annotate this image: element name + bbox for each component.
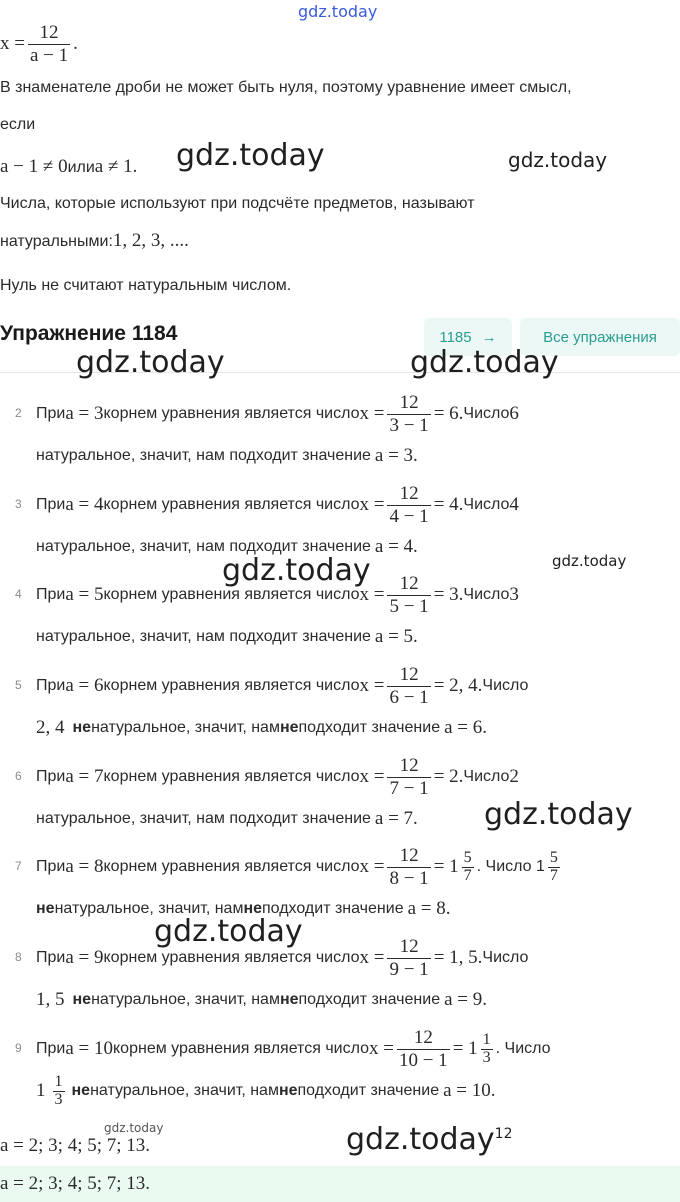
case-tail-math: 3 — [509, 584, 519, 605]
intro-frac-den: a − 1 — [29, 44, 69, 66]
case-neg-2: не — [279, 991, 299, 1008]
case-a-eq: a = 3 — [65, 403, 104, 424]
case-line-2 — [36, 617, 418, 657]
case-x-eq: x = — [369, 1038, 394, 1059]
case-pre: При — [36, 677, 66, 694]
case-tail-math: 2 — [509, 766, 519, 787]
case-x-eq: x = — [359, 584, 385, 605]
case-l2-math: 2, 4 — [36, 717, 65, 738]
case-line-2 — [36, 799, 418, 839]
watermark-4: gdz.today — [410, 345, 559, 380]
case-number: 7 — [15, 859, 22, 873]
case-tail-fraction-den: 7 — [549, 866, 558, 884]
case-tail: Число — [482, 677, 529, 694]
case-l2-math: 1, 5 — [36, 989, 65, 1010]
intro-line2: если — [0, 116, 36, 133]
case-fraction-num: 12 — [399, 391, 419, 413]
case-number: 6 — [15, 769, 22, 783]
case-l2-end: a = 9. — [444, 989, 487, 1010]
case-pre: При — [36, 949, 66, 966]
case-l2-text: натуральное, значит, нам — [90, 1082, 279, 1099]
case-pre: При — [36, 858, 66, 875]
case-a-eq: a = 7 — [65, 766, 104, 787]
watermark-6: gdz.today — [552, 552, 627, 570]
intro-condition — [0, 156, 137, 178]
case-number: 4 — [15, 587, 22, 601]
case-result: = 2, 4. — [433, 675, 483, 696]
intro-line5: Нуль не считают натуральным числом. — [0, 277, 292, 294]
intro-cond-word: или — [67, 159, 95, 176]
case-a-eq: a = 4 — [65, 494, 104, 515]
case-result: = 2. — [433, 766, 464, 787]
case-result-fraction — [481, 1032, 493, 1067]
case-fraction-num: 12 — [399, 754, 419, 776]
case-pre: При — [36, 768, 66, 785]
next-exercise-label: 1185 — [439, 328, 472, 346]
case-l2-math: 1 — [36, 1080, 46, 1101]
case-fraction-num: 12 — [399, 663, 419, 685]
case-mid: корнем уравнения является число — [103, 405, 360, 422]
case-x-eq: x = — [359, 675, 385, 696]
case-number: 3 — [15, 497, 22, 511]
intro-fraction — [28, 22, 70, 67]
case-line-1 — [36, 482, 519, 527]
case-l2-text-b: подходит значение — [298, 719, 441, 736]
case-tail: Число — [482, 949, 529, 966]
case-l2-end: a = 10. — [443, 1080, 496, 1101]
case-pre: При — [36, 586, 66, 603]
case-line-1 — [36, 391, 519, 436]
case-line-2 — [36, 980, 487, 1020]
case-a-eq: a = 9 — [65, 947, 104, 968]
case-l2-text: натуральное, значит, нам подходит значение — [36, 538, 371, 555]
case-a-eq: a = 10 — [65, 1038, 113, 1059]
case-fraction-den: 8 − 1 — [389, 867, 429, 889]
case-fraction-num: 12 — [399, 935, 419, 957]
case-line-2 — [36, 436, 418, 476]
case-fraction — [387, 392, 430, 437]
case-mid: корнем уравнения является число — [103, 586, 360, 603]
intro-cond-math1: a − 1 ≠ 0 — [0, 156, 68, 177]
case-fraction-num: 12 — [399, 844, 419, 866]
case-pre: При — [36, 1040, 66, 1057]
case-result-fraction-den: 7 — [463, 866, 472, 884]
case-tail: . Число — [495, 1040, 551, 1057]
watermark-2: gdz.today — [508, 148, 608, 172]
intro-lhs: x = — [0, 33, 25, 55]
case-fraction-den: 6 − 1 — [389, 686, 429, 708]
answer-box — [0, 1166, 680, 1202]
case-result: = 4. — [433, 494, 464, 515]
case-tail-math: 4 — [509, 494, 519, 515]
watermark-10 — [346, 1122, 513, 1157]
case-fraction — [387, 573, 430, 618]
watermark-1: gdz.today — [176, 138, 325, 173]
case-l2-text: натуральное, значит, нам — [91, 991, 280, 1008]
case-mid: корнем уравнения является число — [103, 768, 360, 785]
case-pre: При — [36, 496, 66, 513]
watermark-5: gdz.today — [222, 553, 371, 588]
result-line: a = 2; 3; 4; 5; 7; 13. — [0, 1135, 151, 1156]
case-mid: корнем уравнения является число — [103, 677, 360, 694]
watermark-9: gdz.today — [104, 1121, 164, 1135]
case-fraction-den: 10 − 1 — [398, 1049, 448, 1071]
case-pre: При — [36, 405, 66, 422]
case-l2-end: a = 8. — [407, 898, 451, 919]
case-line-1 — [36, 1026, 551, 1071]
case-fraction-num: 12 — [399, 482, 419, 504]
case-fraction-num: 12 — [399, 572, 419, 594]
case-line-1 — [36, 844, 563, 889]
case-a-eq: a = 6 — [65, 675, 104, 696]
case-l2-fraction-num: 1 — [54, 1072, 63, 1090]
case-l2-end: a = 5. — [374, 626, 418, 647]
case-fraction — [397, 1027, 450, 1072]
case-fraction-num: 12 — [413, 1026, 433, 1048]
case-fraction-den: 9 − 1 — [389, 958, 429, 980]
case-l2-fraction — [53, 1074, 65, 1109]
case-l2-end: a = 6. — [444, 717, 487, 738]
case-fraction-den: 7 − 1 — [389, 777, 429, 799]
intro-line1: В знаменателе дроби не может быть нуля, поэтому уравнение имеет смысл, — [0, 79, 572, 96]
case-result-fraction-den: 3 — [482, 1048, 491, 1066]
case-result: = 6. — [433, 403, 464, 424]
case-x-eq: x = — [359, 947, 385, 968]
intro-line4-text: натуральными: — [0, 233, 113, 250]
case-fraction-den: 5 − 1 — [389, 595, 429, 617]
case-number: 5 — [15, 678, 22, 692]
case-mid: корнем уравнения является число — [103, 496, 360, 513]
case-l2-end: a = 7. — [374, 808, 418, 829]
case-result: = 3. — [433, 584, 464, 605]
case-tail: Число — [463, 405, 510, 422]
watermark-top: gdz.today — [298, 2, 378, 21]
watermark-10-text: gdz.today — [346, 1122, 495, 1157]
case-number: 2 — [15, 406, 22, 420]
intro-line4 — [0, 230, 189, 252]
arrow-right-icon: → — [481, 328, 497, 346]
case-result-fraction — [462, 850, 474, 885]
watermark-10-suffix: 12 — [494, 1126, 513, 1142]
watermark-7: gdz.today — [484, 797, 633, 832]
case-tail: Число — [463, 768, 510, 785]
intro-cond-math2: a ≠ 1. — [94, 156, 138, 177]
case-mid: корнем уравнения является число — [113, 1040, 369, 1057]
case-fraction — [387, 664, 430, 709]
case-l2-end: a = 3. — [374, 445, 418, 466]
case-x-eq: x = — [359, 856, 385, 877]
case-x-eq: x = — [359, 766, 385, 787]
case-l2-text: натуральное, значит, нам подходит значение — [36, 628, 371, 645]
case-l2-text: натуральное, значит, нам подходит значение — [36, 447, 371, 464]
intro-line3: Числа, которые используют при подсчёте предметов, называют — [0, 195, 475, 212]
intro-frac-num: 12 — [39, 22, 59, 43]
case-l2-text-b: подходит значение — [298, 991, 441, 1008]
answer-line: a = 2; 3; 4; 5; 7; 13. — [0, 1173, 151, 1194]
intro-formula — [0, 22, 78, 67]
case-number: 9 — [15, 1041, 22, 1055]
case-mid: корнем уравнения является число — [103, 949, 360, 966]
case-a-eq: a = 5 — [65, 584, 104, 605]
case-line-1 — [36, 663, 529, 708]
case-fraction — [387, 755, 430, 800]
case-a-eq: a = 8 — [65, 856, 104, 877]
case-result-fraction-num: 1 — [482, 1030, 491, 1048]
case-tail-fraction — [548, 850, 560, 885]
case-tail: Число — [463, 496, 510, 513]
case-mid: корнем уравнения является число — [103, 858, 360, 875]
exercise-title: Упражнение 1184 — [0, 322, 178, 345]
case-fraction — [387, 483, 430, 528]
case-x-eq: x = — [359, 494, 385, 515]
case-fraction — [387, 936, 430, 981]
case-result-fraction-num: 5 — [463, 848, 472, 866]
case-fraction-den: 4 − 1 — [389, 505, 429, 527]
intro-period: . — [73, 33, 78, 55]
case-result: = 1, 5. — [433, 947, 483, 968]
case-tail: . Число 1 — [476, 858, 545, 875]
case-l2-text: натуральное, значит, нам — [91, 719, 280, 736]
case-tail-math: 6 — [509, 403, 519, 424]
case-line-2 — [36, 708, 487, 748]
all-exercises-button[interactable]: Все упражнения — [520, 318, 680, 356]
watermark-8: gdz.today — [154, 914, 303, 949]
case-neg-2: не — [243, 900, 262, 917]
case-line-1 — [36, 754, 519, 799]
case-tail: Число — [463, 586, 510, 603]
case-fraction-den: 3 − 1 — [389, 414, 429, 436]
case-l2-text-b: подходит значение — [297, 1082, 440, 1099]
watermark-3: gdz.today — [76, 345, 225, 380]
case-neg: не — [71, 1082, 91, 1099]
case-neg-2: не — [279, 719, 299, 736]
case-result: = 1 — [433, 856, 459, 877]
case-l2-text-b: подходит значение — [262, 900, 404, 917]
case-neg: не — [72, 719, 92, 736]
case-neg: не — [72, 991, 92, 1008]
case-x-eq: x = — [359, 403, 385, 424]
case-line-2 — [36, 1071, 496, 1111]
case-l2-end: a = 4. — [374, 536, 418, 557]
case-l2-text: натуральное, значит, нам подходит значение — [36, 810, 371, 827]
case-l2-fraction-den: 3 — [54, 1090, 63, 1108]
case-tail-fraction-num: 5 — [549, 848, 558, 866]
case-l2-text: натуральное, значит, нам — [54, 900, 244, 917]
case-neg-2: не — [278, 1082, 298, 1099]
case-number: 8 — [15, 950, 22, 964]
case-result: = 1 — [452, 1038, 478, 1059]
case-neg: не — [36, 900, 55, 917]
intro-line4-math: 1, 2, 3, .... — [112, 230, 189, 251]
case-fraction — [387, 845, 430, 890]
